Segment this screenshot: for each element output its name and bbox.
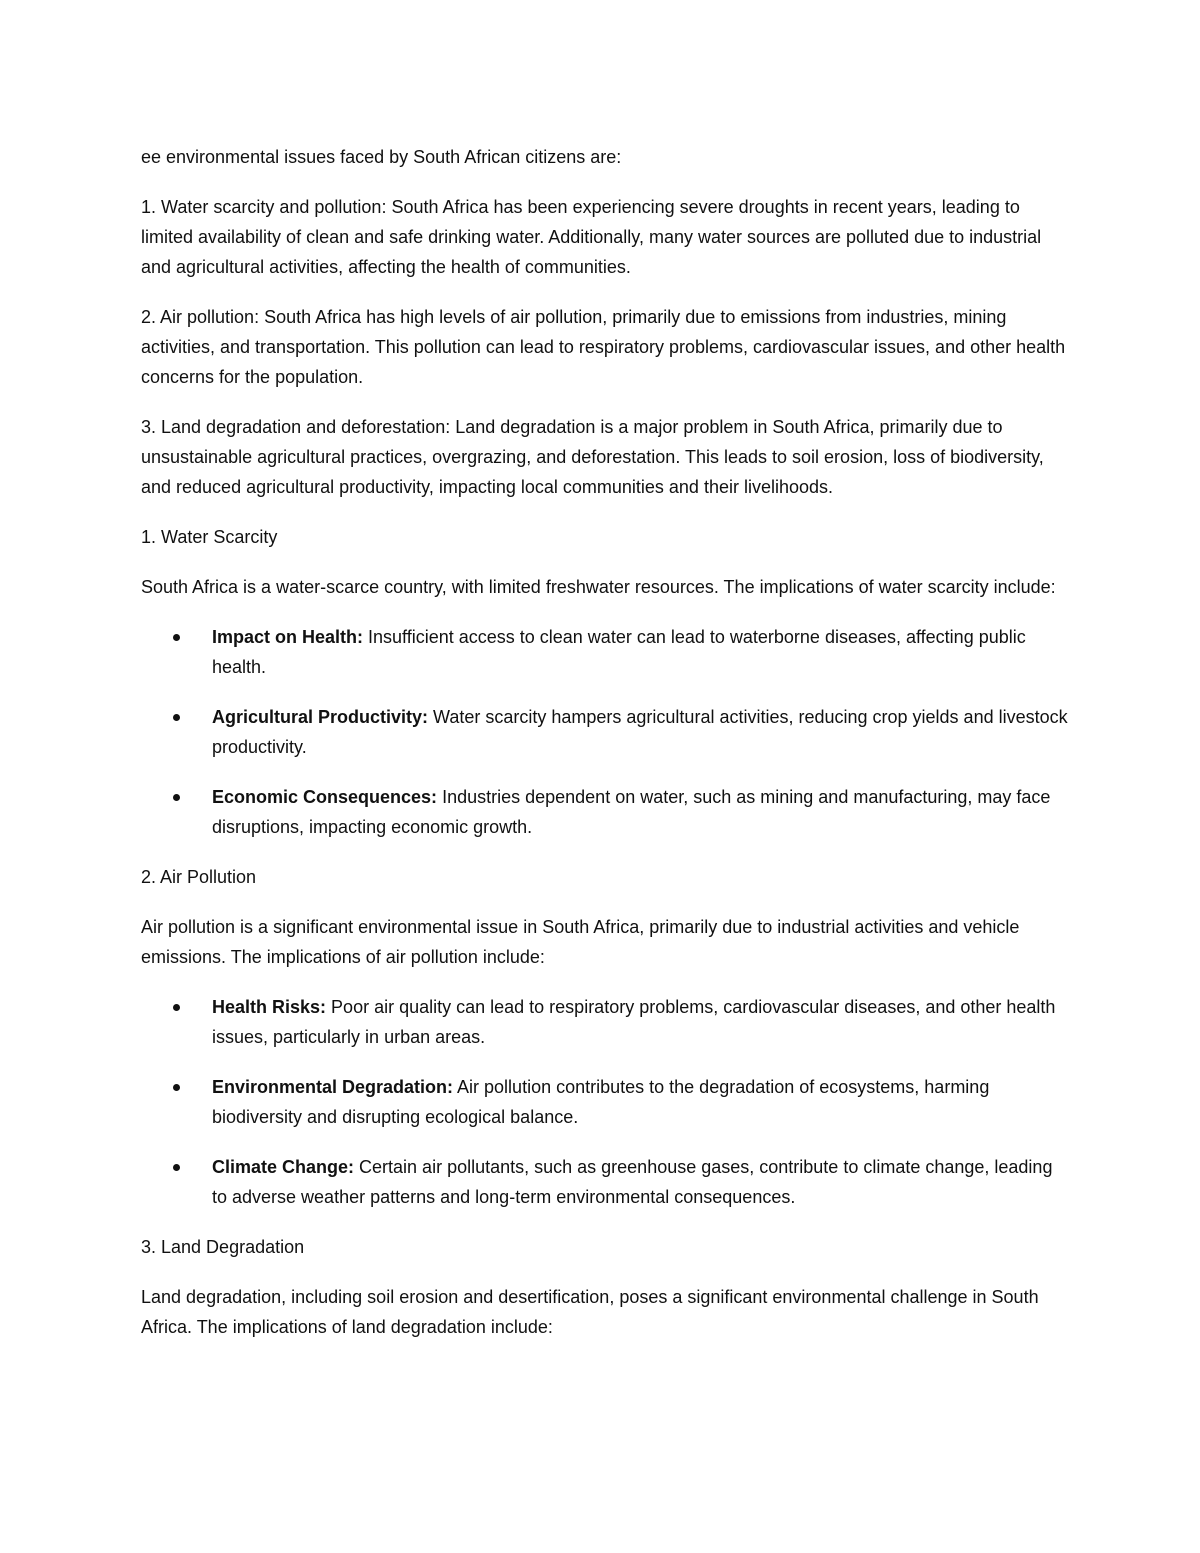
list-item [141,622,1071,682]
summary-item-land: 3. Land degradation and deforestation: Land degradation is a major problem in South Africa, primarily due to unsustainable agricultural practices, overgrazing, and deforestation. This leads to soil erosion, loss of biodiversity, and reduced agricultural productivity, impacting local communities and their livelihoods. [141,417,1044,497]
intro-paragraph: ee environmental issues faced by South African citizens are: [141,147,622,167]
summary-item-water: 1. Water scarcity and pollution: South Africa has been experiencing severe droughts in recent years, leading to limited availability of clean and safe drinking water. Additionally, many water sources are polluted due to industrial and agricultural activities, affecting the health of communities. [141,197,1042,277]
section-heading-water-scarcity: 1. Water Scarcity [141,527,278,547]
bullet-term: Environmental Degradation: [212,1077,454,1097]
bullet-term: Agricultural Productivity: [212,707,429,727]
bullet-text: Certain air pollutants, such as greenhouse gases, contribute to climate change, leading to adverse weather patterns and long-term environmental consequences. [212,1157,1053,1207]
bullet-term: Health Risks: [212,997,327,1017]
bullet-text: Insufficient access to clean water can lead to waterborne diseases, affecting public health. [212,627,1026,677]
bullet-term: Economic Consequences: [212,787,438,807]
bullet-text: Industries dependent on water, such as mining and manufacturing, may face disruptions, impacting economic growth. [212,787,1051,837]
bullet-term: Climate Change: [212,1157,355,1177]
document-page [141,142,1071,1362]
bullet-list-water-scarcity [141,622,1071,842]
bullet-icon [173,634,180,641]
list-item [141,1072,1071,1132]
summary-item-air: 2. Air pollution: South Africa has high levels of air pollution, primarily due to emissions from industries, mining activities, and transportation. This pollution can lead to respiratory problems, cardiovascular issues, and other health concerns for the population. [141,307,1066,387]
bullet-icon [173,1084,180,1091]
bullet-list-air-pollution [141,992,1071,1212]
bullet-text: Water scarcity hampers agricultural activities, reducing crop yields and livestock productivity. [212,707,1068,757]
bullet-term: Impact on Health: [212,627,364,647]
bullet-text: Poor air quality can lead to respiratory problems, cardiovascular diseases, and other health issues, particularly in urban areas. [212,997,1056,1047]
bullet-icon [173,794,180,801]
section-body-water-scarcity: South Africa is a water-scarce country, with limited freshwater resources. The implications of water scarcity include: [141,577,1056,597]
section-heading-air-pollution: 2. Air Pollution [141,867,257,887]
section-heading-land-degradation: 3. Land Degradation [141,1237,305,1257]
list-item [141,702,1071,762]
section-body-air-pollution: Air pollution is a significant environmental issue in South Africa, primarily due to industrial activities and vehicle emissions. The implications of air pollution include: [141,917,1020,967]
bullet-text: Air pollution contributes to the degradation of ecosystems, harming biodiversity and disrupting ecological balance. [212,1077,990,1127]
list-item [141,782,1071,842]
bullet-icon [173,714,180,721]
list-item [141,992,1071,1052]
section-body-land-degradation: Land degradation, including soil erosion and desertification, poses a significant environmental challenge in South Africa. The implications of land degradation include: [141,1287,1039,1337]
bullet-icon [173,1164,180,1171]
list-item [141,1152,1071,1212]
bullet-icon [173,1004,180,1011]
